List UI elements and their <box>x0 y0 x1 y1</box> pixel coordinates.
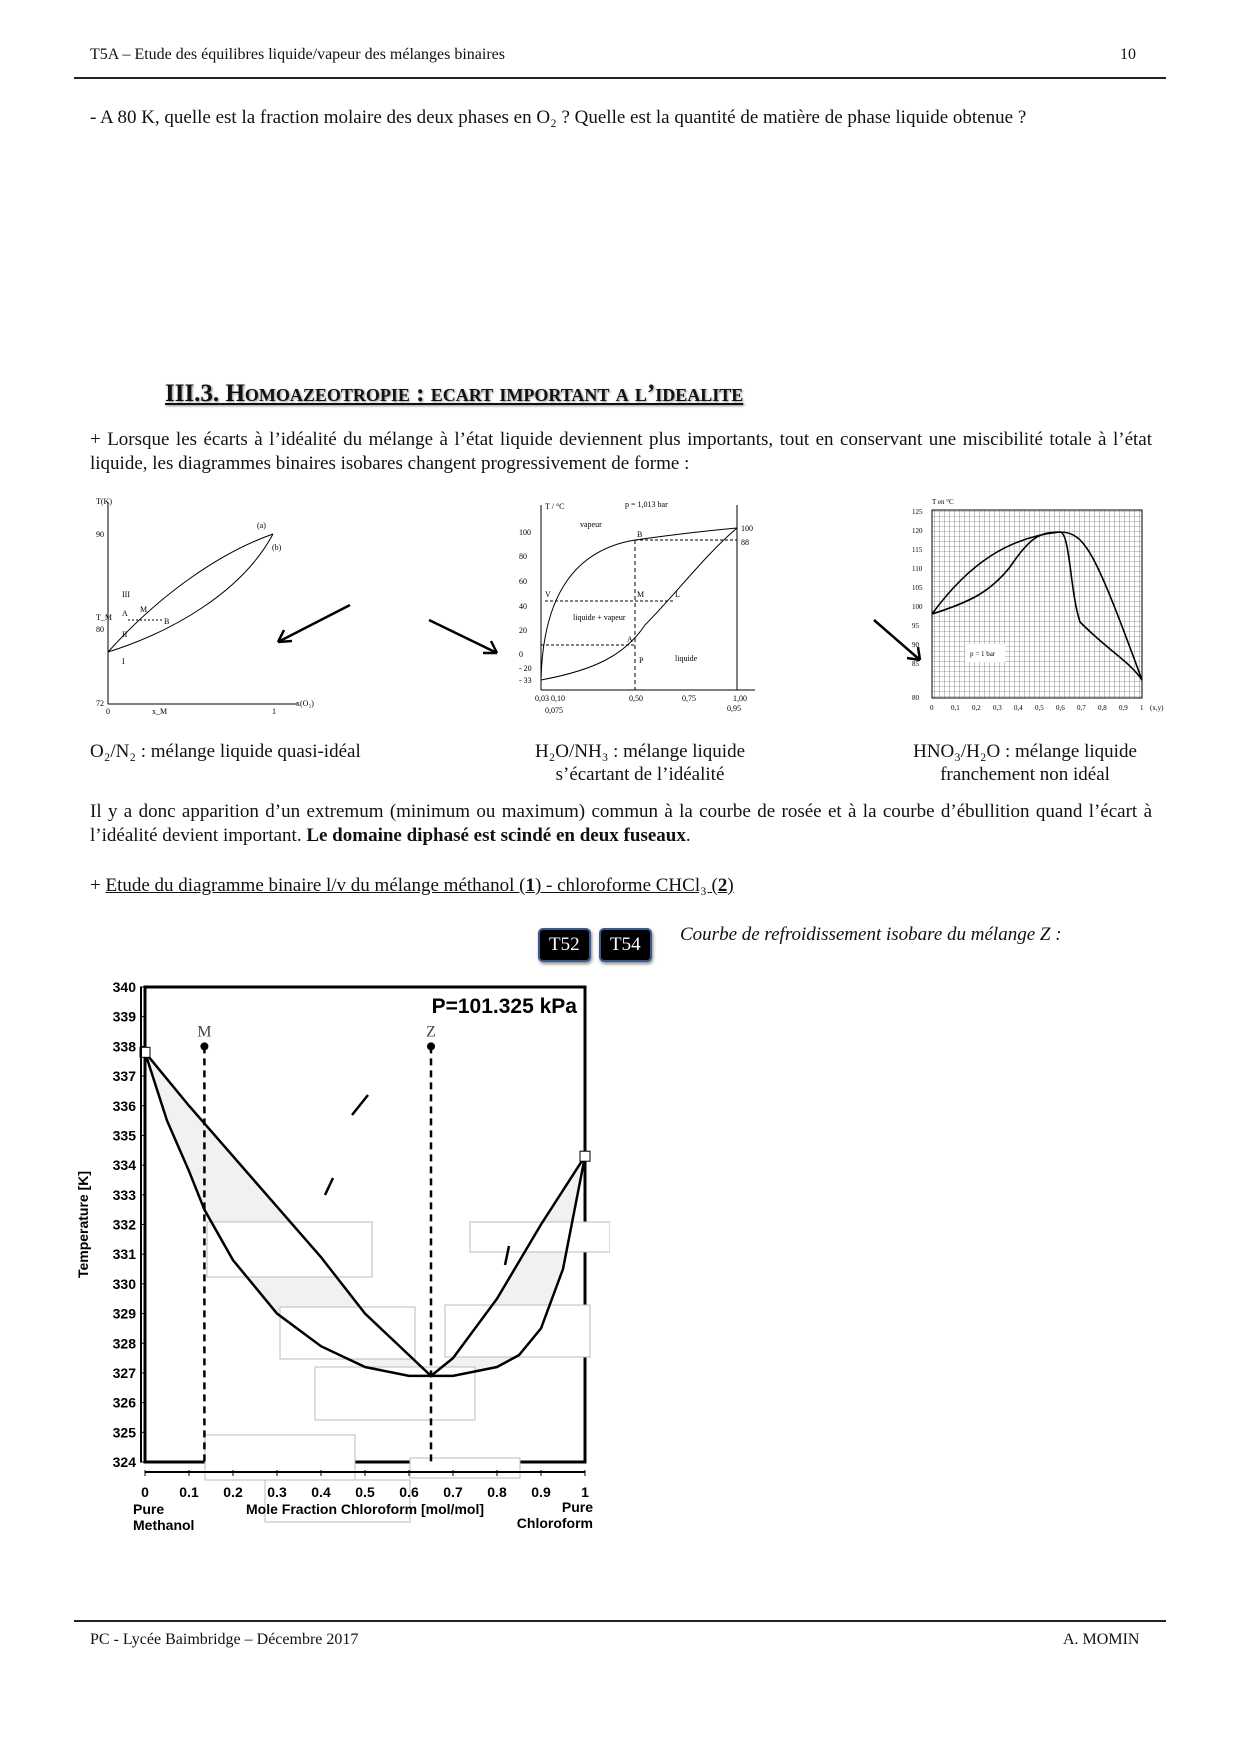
fig1-bubble-curve <box>108 534 273 652</box>
fig3-tick: 0,7 <box>1077 704 1086 712</box>
y-tick-label: 324 <box>112 1454 136 1470</box>
answer-box <box>410 1458 520 1478</box>
x-tick-label: 0.9 <box>531 1484 551 1500</box>
y-tick-label: 336 <box>112 1097 136 1114</box>
section-number: III.3. <box>165 380 220 407</box>
y-tick-label: 329 <box>112 1305 136 1322</box>
fig3-tick: 90 <box>912 641 919 649</box>
x-tick-label: 0.8 <box>487 1484 507 1500</box>
header-title: T5A – Etude des équilibres liquide/vapeur des mélanges binaires <box>90 46 505 63</box>
fig2-tick: 88 <box>741 538 749 547</box>
y-tick-label: 333 <box>112 1186 136 1203</box>
pure-chloroform-label: Pure <box>561 1499 593 1515</box>
fig3-tick: 0,9 <box>1119 704 1128 712</box>
answer-box <box>280 1307 415 1359</box>
methanol-chloroform-chart <box>70 970 610 1530</box>
intro-text: + Lorsque les écarts à l’idéalité du mélange à l’état liquide deviennent plus importants, tout en conservant une miscibilité totale à l’état liquide, les diagrammes binaires isobares changent progressivement de forme : <box>90 429 1152 474</box>
y-tick-label: 337 <box>112 1068 136 1085</box>
fig2-tick: 60 <box>519 577 527 586</box>
chart-title: P=101.325 kPa <box>431 995 577 1018</box>
fig2-ylabel: T / °C <box>545 502 565 511</box>
footer-rule <box>74 1620 1166 1622</box>
y-tick-label: 335 <box>112 1127 136 1144</box>
fig2-label: P <box>639 656 644 665</box>
study-num: 2 <box>717 875 728 896</box>
header-rule <box>74 77 1166 79</box>
fig2-tick: 20 <box>519 626 527 635</box>
fig3-tick: 0,5 <box>1035 704 1044 712</box>
x-tick-label: 0.4 <box>311 1484 331 1500</box>
section-title: Homoazeotropie : ecart important a l’idealite <box>225 380 744 407</box>
fig1-label: T_M <box>96 613 112 622</box>
figure-h2o-nh3 <box>515 495 760 720</box>
fig2-label: vapeur <box>580 520 602 529</box>
section-heading <box>165 380 743 408</box>
fig3-tick: 0,6 <box>1056 704 1065 712</box>
fig2-tick: 1,00 <box>733 694 747 703</box>
y-tick-label: 331 <box>112 1246 136 1263</box>
fig2-caption-line: H₂O/NH₃ : mélange liquide <box>534 741 746 762</box>
fig1-label: M <box>140 605 148 614</box>
study-num: 1 <box>525 875 535 896</box>
pure-methanol-label: Pure <box>133 1501 165 1517</box>
fig3-tick: 105 <box>912 584 923 592</box>
question-text: - A 80 K, quelle est la fraction molaire des deux phases en O₂ ? Quelle est la quantité de matière de phase liquide obtenue ? <box>90 107 1027 128</box>
fig2-label: V <box>545 590 551 599</box>
pure-methanol-label: Methanol <box>133 1517 195 1530</box>
fig1-tick: 1 <box>272 707 276 716</box>
page-number: 10 <box>1120 46 1136 63</box>
x-tick-label: 1 <box>581 1484 589 1500</box>
fig3-pressure: p = 1 bar <box>970 650 996 658</box>
fig3-caption <box>880 740 1170 786</box>
x-tick-label: 0.7 <box>443 1484 463 1500</box>
fig1-tick: 90 <box>96 530 104 539</box>
answer-box <box>445 1305 590 1357</box>
cooling-curve-title: Courbe de refroidissement isobare du mélange Z : <box>680 924 1062 945</box>
marker-point-Z <box>427 1042 435 1050</box>
fig2-tick: 0,03 <box>535 694 549 703</box>
fig3-tick: 0,8 <box>1098 704 1107 712</box>
fig2-label: A <box>627 635 633 644</box>
study-text: ) - chloroforme CHCl₃ ( <box>534 875 718 896</box>
fig3-tick: 85 <box>912 660 919 668</box>
fig2-tick: 0 <box>519 650 523 659</box>
fig3-tick: 110 <box>912 565 923 573</box>
pure-chloroform-label: Chloroform <box>516 1515 593 1530</box>
fig2-tick: 100 <box>741 524 753 533</box>
fig1-ylabel: T(K) <box>96 497 112 506</box>
fig1-label: II <box>122 630 128 639</box>
fig3-ylabel: T en °C <box>932 498 954 506</box>
fig3-tick: 80 <box>912 694 919 702</box>
fig3-caption-line: HNO₃/H₂O : mélange liquide <box>913 741 1137 762</box>
fig3-tick: 0,2 <box>972 704 981 712</box>
study-title <box>105 875 733 896</box>
conclusion-bold: Le domaine diphasé est scindé en deux fuseaux <box>306 825 686 846</box>
y-tick-label: 330 <box>112 1275 136 1292</box>
fig1-dew-curve <box>108 534 273 652</box>
marker-point-M <box>200 1042 208 1050</box>
fig2-caption-line: s’écartant de l’idéalité <box>555 764 725 785</box>
fig2-tick: 0,95 <box>727 704 741 713</box>
fig1-tick: 80 <box>96 625 104 634</box>
y-tick-label: 327 <box>112 1364 136 1381</box>
x-axis-label: Mole Fraction Chloroform [mol/mol] <box>246 1501 484 1517</box>
footer-right: A. MOMIN <box>1063 1631 1140 1648</box>
fig3-tick: 0,4 <box>1014 704 1023 712</box>
y-tick-label: 334 <box>112 1157 136 1174</box>
conclusion-text <box>90 800 1152 848</box>
fig3-tick: 0,3 <box>993 704 1002 712</box>
y-tick-label: 328 <box>112 1335 136 1352</box>
fig2-label: B <box>637 530 643 539</box>
x-tick-label: 0.3 <box>267 1484 287 1500</box>
y-tick-label: 325 <box>112 1424 136 1441</box>
conclusion-plain: Il y a donc apparition d’un extremum (minimum ou maximum) commun à la courbe de rosée et à la courbe d’ébullition quand l’écart à l’idéalité devient important. <box>90 801 1152 846</box>
fig2-tick: - 33 <box>519 676 532 685</box>
fig2-tick: 40 <box>519 602 527 611</box>
footer-left: PC - Lycée Baimbridge – Décembre 2017 <box>90 1631 359 1648</box>
study-text: Etude du diagramme binaire l/v du mélange méthanol ( <box>105 875 526 896</box>
fig2-pressure: p = 1,013 bar <box>625 500 668 509</box>
fig3-tick: 95 <box>912 622 919 630</box>
figure-hno3-h2o <box>910 492 1195 717</box>
t52-button[interactable]: T52 <box>538 928 591 962</box>
marker-label-M: M <box>197 1023 212 1041</box>
fig2-tick: 0,50 <box>629 694 643 703</box>
fig1-label: I <box>122 657 125 666</box>
x-tick-label: 0.5 <box>355 1484 375 1500</box>
fig1-label: (a) <box>257 521 266 530</box>
fig2-tick: 80 <box>519 552 527 561</box>
fig2-caption <box>490 740 790 786</box>
fig1-label: III <box>122 590 130 599</box>
fig1-label: A <box>122 609 128 618</box>
fig3-tick: 125 <box>912 508 923 516</box>
fig1-label: B <box>164 617 170 626</box>
fig2-tick: 0,075 <box>545 706 563 715</box>
fig2-tick: 0,75 <box>682 694 696 703</box>
x-tick-label: 0.1 <box>179 1484 199 1500</box>
fig1-caption: O₂/N₂ : mélange liquide quasi-idéal <box>90 741 361 762</box>
study-prefix: + <box>90 875 106 896</box>
t54-button[interactable]: T54 <box>599 928 652 962</box>
fig2-tick: 0,10 <box>551 694 565 703</box>
fig3-tick: 0 <box>930 704 934 712</box>
fig2-tick: - 20 <box>519 664 532 673</box>
fig3-tick: 1 <box>1140 704 1144 712</box>
y-tick-label: 339 <box>112 1008 136 1025</box>
y-tick-label: 332 <box>112 1216 136 1233</box>
marker-label-Z: Z <box>426 1023 436 1041</box>
fig2-tick: 100 <box>519 528 531 537</box>
arrow-icon <box>270 600 360 650</box>
arrow-icon <box>425 615 505 660</box>
x-tick-label: 0.2 <box>223 1484 243 1500</box>
study-heading <box>90 874 1152 898</box>
fig2-label: L <box>675 590 680 599</box>
fig3-caption-line: franchement non idéal <box>940 764 1110 785</box>
y-tick-label: 338 <box>112 1038 136 1055</box>
fig3-tick: 120 <box>912 527 923 535</box>
fig1-label: (b) <box>272 543 282 552</box>
x-tick-label: 0 <box>141 1484 149 1500</box>
fig3-tick: 0,1 <box>951 704 960 712</box>
fig1-tick: x_M <box>152 707 168 716</box>
conclusion-end: . <box>685 825 691 846</box>
pure-chloroform-point <box>580 1151 590 1161</box>
fig3-xlabel: (x,y) <box>1150 704 1164 712</box>
answer-box <box>205 1435 355 1480</box>
arrow-icon <box>325 1178 333 1195</box>
x-tick-label: 0.6 <box>399 1484 419 1500</box>
fig1-tick: 72 <box>96 699 104 708</box>
y-tick-label: 326 <box>112 1394 136 1411</box>
y-tick-label: 340 <box>112 979 136 995</box>
fig3-tick: 100 <box>912 603 923 611</box>
arrow-icon <box>352 1095 368 1115</box>
y-axis-label: Temperature [K] <box>75 1170 91 1279</box>
fig3-tick: 115 <box>912 546 923 554</box>
fig1-tick: 0 <box>106 707 110 716</box>
fig2-label: liquide <box>675 654 698 663</box>
answer-box <box>207 1222 372 1277</box>
fig2-label: liquide + vapeur <box>573 613 626 622</box>
fig1-xlabel: x(O₂) <box>296 699 314 708</box>
study-text: ) <box>727 875 734 896</box>
fig2-label: M <box>637 590 645 599</box>
